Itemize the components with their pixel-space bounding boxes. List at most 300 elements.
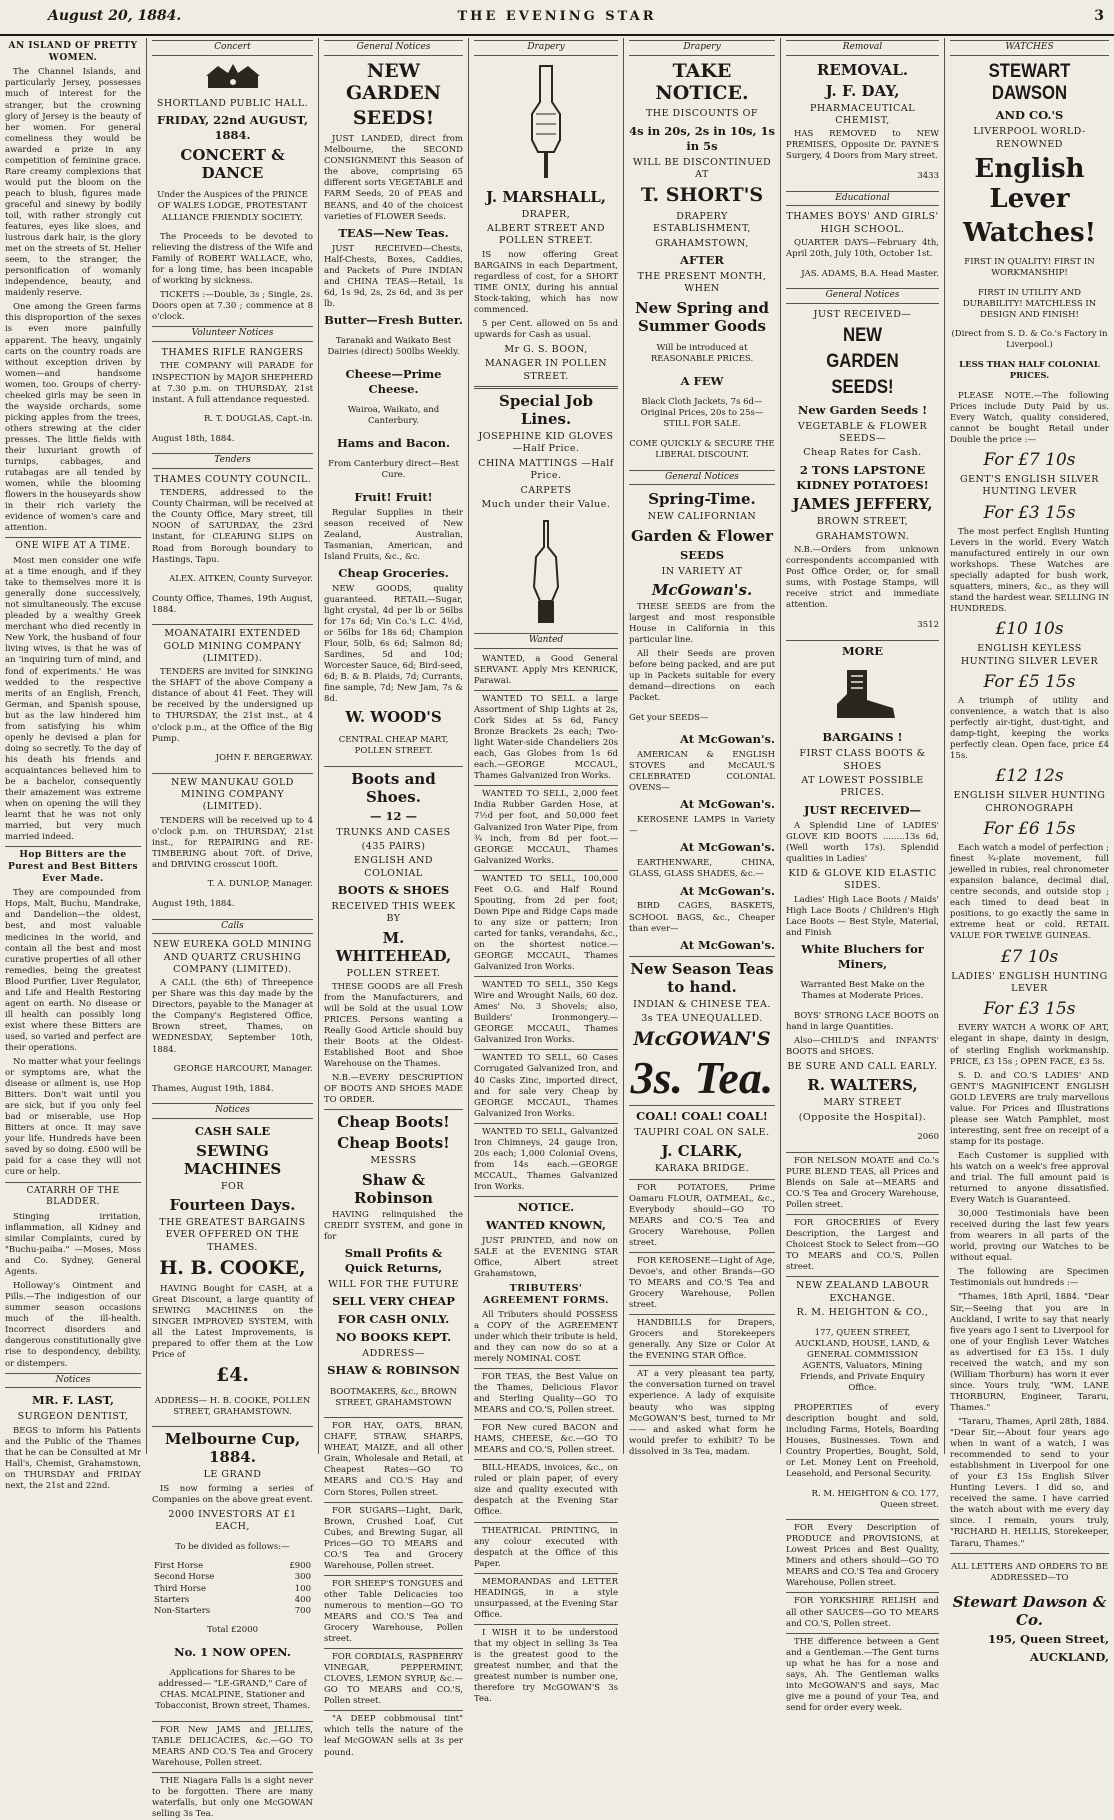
boots-line: (435 PAIRS) xyxy=(361,840,426,852)
divider xyxy=(474,1196,618,1197)
boots-text: THESE GOODS are all Fresh from the Manufacturers, and will be Sold at the usual LOW PRICES. Persons wanting a Really Good Article should buy their Boots at the Oldest-Established Boot and Shoe Warehouse on the Thames. xyxy=(324,981,463,1070)
divider xyxy=(474,976,618,977)
short-line: WILL BE DISCONTINUED AT xyxy=(632,156,772,180)
testimonial: "Tararu, Thames, April 28th, 1884. "Dear Sir,—About four years ago when in want of a watch, I was recommended to send to your establishment in Liverpool for one of your £3 15s English Silver Hunting Levers. I did so, and received the same. I have carried the watch about with me every day since. I remain, yours truly, "RICHARD H. HELLIS, Storekeeper, Tararu, Thames." xyxy=(950,1417,1109,1549)
mears-advert: FOR YORKSHIRE RELISH and all other SAUCES—GO TO MEARS and CO.'S, Pollen street. xyxy=(786,1596,939,1629)
divider xyxy=(786,1276,939,1277)
story-text: Most men consider one wife at a time enough, and if they take to themselves more it is generally done successively, not simultaneously. The excuse pleaded by a wealthy Greek merchant who died recently in New York, the husband of four living wives, is that he was of an 'inquiring turn of mind, and fond of experiments.' He was wedded to the respective merits of an English, French, German, and Spanish spouse, but as the law hindered him from satisfying his whim openly he devised a plan for doing so secretly. To the day of his death his friends and acquaintances believed him to be a bachelor, consequently their amazement was extreme when on opening the will they learnt that he was not only married, but very much married indeed. xyxy=(5,556,141,843)
spring-time-heading: Spring-Time. xyxy=(648,490,756,509)
mcgowan-blurb: THE Niagara Falls is a sight never to be forgotten. There are many waterfalls, but only one McGOWAN selling 3s Tea. xyxy=(152,1776,313,1820)
printing-advert: BILL-HEADS, invoices, &c., on ruled or plain paper, of every size and quality executed with despatch at the Evening Star Office. xyxy=(474,1463,618,1518)
watch-price: For £7 10s xyxy=(983,449,1076,470)
shaw-line: WILL FOR THE FUTURE xyxy=(328,1278,459,1290)
walters-line: White Bluchers for Miners, xyxy=(801,941,924,971)
newspaper-title: THE EVENING STAR xyxy=(457,9,657,24)
cup-divided: To be divided as follows:— xyxy=(175,1541,290,1552)
advertiser-role: DRAPER, xyxy=(521,208,571,220)
mears-advert: FOR SHEEP'S TONGUES and other Table Delicacies too numerous to mention—GO TO MEARS and CO.'S Tea and Grocery Warehouse, Pollen street. xyxy=(324,1578,463,1645)
mears-advert: FOR Every Description of PRODUCE and PROVISIONS, at Lowest Prices and Best Quality, Miners and others should—GO TO MEARS and CO.'S Tea and Grocery Warehouse, Pollen street. xyxy=(786,1523,939,1589)
mcgowan-blurb: AT a very pleasant tea party, the conversation turned on travel experience. A lady of exquisite beauty who was sipping McGOWAN'S best, turned to Mr —— and asked what form he would prefer to exhibit? To be dissolved in 3s Tea, madam. xyxy=(629,1369,775,1457)
seeds-text: THESE SEEDS are from the largest and most responsible House in California in this particular line. xyxy=(629,601,775,645)
wanted-advert: WANTED TO SELL, 60 Cases Corrugated Galvanized Iron, and 40 Casks Zinc, imported direct, and for sale very Cheap by GEORGE MCCAUL, Thames Galvanized Iron Works. xyxy=(474,1053,618,1119)
jeffery-line: VEGETABLE & FLOWER SEEDS— xyxy=(797,420,928,444)
at-mcgowans: At McGowan's. xyxy=(680,937,775,952)
notice-sign: ALEX. AITKEN, County Surveyor. xyxy=(169,574,313,585)
notice-date: August 18th, 1884. xyxy=(152,433,235,444)
mears-advert: FOR CORDIALS, RASPBERRY VINEGAR, PEPPERMINT, CLOVES, LEMON SYRUP, &c.—GO TO MEARS and CO.'S, Pollen street. xyxy=(324,1652,463,1707)
watch-price: £12 12s xyxy=(995,766,1064,787)
notice-text: TENDERS will be received up to 4 o'clock p.m. on THURSDAY, 21st inst., for REPAIRING and RE-TIMBERING about 70ft. of Drive, and DRIVING crosscut 100ft. xyxy=(152,815,313,870)
cheese-text: Wairoa, Waikato, and Canterbury. xyxy=(347,405,440,427)
divider xyxy=(786,1152,939,1153)
concert-auspices: Under the Auspices of the PRINCE OF WALES LODGE, PROTESTANT ALLIANCE FRIENDLY SOCIETY. xyxy=(157,190,308,223)
notice-title: THAMES COUNTY COUNCIL. xyxy=(153,473,312,485)
butter-heading: Butter—Fresh Butter. xyxy=(324,312,463,327)
advertiser-name: J. MARSHALL, xyxy=(485,187,607,206)
wanted-advert: WANTED TO SELL, 350 Kegs Wire and Wrought Nails, 60 doz. Ames' No. 3 Shovels; also, Builders' Ironmongery.—GEORGE MCCAUL, Thames Galvanized Iron Works. xyxy=(474,980,618,1046)
notice-title: NEW MANUKAU GOLD MINING COMPANY (LIMITED). xyxy=(171,776,294,813)
masthead xyxy=(0,0,1114,36)
shaw-line: ADDRESS— xyxy=(362,1347,425,1359)
section-label: Volunteer Notices xyxy=(152,326,313,342)
notice-sign: T. A. DUNLOP, Manager. xyxy=(207,879,313,890)
seeds-line: SEEDS xyxy=(679,547,725,562)
advertiser-address: CENTRAL CHEAP MART, POLLEN STREET. xyxy=(338,734,449,757)
watch-text: Each Customer is supplied with his watch on a week's free approval and trial. The full amount paid is returned to anyone dissatisfied. Every Watch is Guaranteed. xyxy=(950,1150,1109,1206)
divider xyxy=(152,1426,313,1427)
notice-text: THE COMPANY will PARADE for INSPECTION by MAJOR SHEPHERD at 7.30 p.m. on THURSDAY, 21st instant. A full attendance requested. xyxy=(152,361,313,405)
watch-text: The most perfect English Hunting Levers in the world. Every Watch manufactured entirely in our own workshops. These Watches are specially adapted for bush work, squatters, miners, &c., as they will stand the hardest wear. SELLING IN HUNDREDS. xyxy=(950,526,1109,615)
mcgowan-blurb: I WISH it to be understood that my object in selling 3s Tea is the greatest good to the greatest number, and that the greatest number is number one, therefore try McGOWAN'S 3s Tea. xyxy=(474,1627,618,1705)
jeffery-line: Cheap Rates for Cash. xyxy=(803,447,922,459)
mears-advert: FOR POTATOES, Prime Oamaru FLOUR, OATMEAL, &c., Everybody should—GO TO MEARS and CO.'S Tea and Grocery Warehouse, Pollen street. xyxy=(629,1182,775,1248)
labour-sign: R. M. HEIGHTON & CO. 177, Queen street. xyxy=(811,1488,939,1510)
divider xyxy=(474,870,618,871)
notice-date: August 19th, 1884. xyxy=(152,898,235,909)
short-line: A FEW xyxy=(680,373,724,388)
mears-advert: FOR KEROSENE—Light of Age, Devoe's, and other Brands—GO TO MEARS and CO.'S Tea and Grocery Warehouse, Pollen street. xyxy=(629,1255,775,1311)
story-text: Stinging irritation, inflammation, all Kidney and similar Complaints, cured by "Buchu-paiba." —Moses, Moss and Co. Sydney, General Agents. xyxy=(5,1211,141,1278)
notice-date: Thames, August 19th, 1884. xyxy=(152,1083,274,1094)
jeffery-line: GRAHAMSTOWN. xyxy=(815,530,910,542)
advertiser-name: T. SHORT'S xyxy=(640,184,764,207)
advertiser-name: Shaw & Robinson xyxy=(354,1170,433,1207)
hams-heading: Hams and Bacon. xyxy=(336,435,451,450)
divider xyxy=(950,1553,1109,1554)
advertiser-name: H. B. COOKE, xyxy=(159,1257,306,1280)
watch-line: ALL LETTERS AND ORDERS TO BE ADDRESSED—TO xyxy=(951,1562,1108,1584)
wanted-advert: WANTED TO SELL a large Assortment of Ship Lights at 2s, Cork Sides at 5s 6d, Fancy Bronze Brackets 2s each; Two-light Water-side Chandeliers 20s each, Gas Globes from 1s 6d each.—GEORGE MCCAUL, Thames Galvanized Iron Works. xyxy=(474,694,618,782)
divider xyxy=(474,1459,618,1460)
wanted-advert: WANTED TO SELL, 100,000 Feet O.G. and Half Round Spouting, from 2d per foot; Down Pipe and Ridge Caps made to any size or pattern; Iron carted for tanks, verandahs, &c., on the shortest notice.—GEORGE MCCAUL, Thames Galvanized Iron Works. xyxy=(474,873,618,973)
short-line: Will be introduced at REASONABLE PRICES. xyxy=(650,343,754,365)
sale-price: £4. xyxy=(215,1364,250,1387)
advert-number: 3433 xyxy=(917,171,939,182)
page-number: 3 xyxy=(1094,8,1104,24)
notice-text: JUST PRINTED, and now on SALE at the EVENING STAR Office, Albert street Grahamstown, xyxy=(474,1235,618,1279)
story-heading: AN ISLAND OF PRETTY WOMEN. xyxy=(8,41,138,63)
divider xyxy=(324,1710,463,1711)
divider xyxy=(629,1252,775,1253)
watches-heading: Watches! xyxy=(962,217,1097,248)
concert-date: FRIDAY, 22nd AUGUST, 1884. xyxy=(157,113,308,142)
divider xyxy=(152,773,313,774)
divider xyxy=(324,1417,463,1418)
seeds-line: NEW CALIFORNIAN xyxy=(647,511,757,523)
special-item: CHINA MATTINGS —Half Price. xyxy=(478,457,614,482)
advert-title: SURGEON DENTIST, xyxy=(17,1411,129,1423)
section-label: Wanted xyxy=(474,633,618,649)
jeffery-line: New Garden Seeds ! xyxy=(797,402,928,417)
divider xyxy=(324,1648,463,1649)
fruit-heading: Fruit! Fruit! xyxy=(354,489,433,504)
walters-line: FIRST CLASS BOOTS & SHOES xyxy=(799,748,926,772)
notice-forms: TRIBUTERS' AGREEMENT FORMS. xyxy=(483,1283,609,1307)
column-6 xyxy=(781,38,945,1713)
special-item: JOSEPHINE KID GLOVES —Half Price. xyxy=(478,431,614,455)
watch-model: ENGLISH KEYLESS HUNTING SILVER LEVER xyxy=(960,643,1099,667)
notice-title: NEW EUREKA GOLD MINING AND QUARTZ CRUSHING COMPANY (LIMITED). xyxy=(153,939,312,975)
cup-open: No. 1 NOW OPEN. xyxy=(174,1644,291,1659)
watch-price: For £5 15s xyxy=(983,671,1076,692)
watch-text: EVERY WATCH A WORK OF ART, elegant in shape, dainty in design, of sterling English workmanship. PRICE, £3 15s ; OPEN FACE, £3 5s. xyxy=(950,1023,1109,1067)
story-text: No matter what your feelings or symptoms are, what the disease or ailment is, use Hop Bitters. Don't wait until you are sick, but if you only feel bad or miserable, use Hop Bitters at once. It may save your life. Hundreds have been saved by so doing. £500 will be paid for a case they will not cure or help. xyxy=(5,1057,141,1178)
watch-address: AUCKLAND, xyxy=(1029,1649,1109,1664)
walters-line: (Opposite the Hospital). xyxy=(798,1111,927,1123)
watch-text: 30,000 Testimonials have been received during the last few years from wearers in all parts of the world, proving our Watches to be without equal. xyxy=(950,1209,1109,1264)
short-line: DRAPERY ESTABLISHMENT, xyxy=(653,211,751,235)
notice-text: TENDERS are invited for SINKING the SHAFT of the above Company a distance of about 41 Feet. They will be received by the undersigned up to THURSDAY, the 21st inst., at 4 o'clock p.m., at the Office of the Big Pump. xyxy=(152,667,313,744)
column-5 xyxy=(624,38,781,1457)
watch-text: Each watch a model of perfection ; finest ¾-plate movement, full jewelled in rubies, real chronometer expansion balance, decimal dial, centre seconds, and outside stop ; each timed to dead beat in positions, to go exactly the same in extreme heat or cold. RETAIL VALUE FOR TWELVE GUINEAS. xyxy=(950,843,1109,942)
mears-advert: FOR GROCERIES of Every Description, the Largest and Choicest Stock to Select from—GO TO MEARS and CO.'S, Pollen street. xyxy=(786,1218,939,1273)
section-label: Drapery xyxy=(474,40,618,56)
watch-line: (Direct from S. D. & Co.'s Factory in Liverpool.) xyxy=(951,329,1108,351)
cup-applications: Applications for Shares to be addressed— "LE-GRAND," Care of CHAS. MCALPINE, Stationer and Tobacconist, Brown street, Thames. xyxy=(155,1668,310,1712)
boots-line: RECEIVED THIS WEEK BY xyxy=(331,900,456,925)
walters-line: BE SURE AND CALL EARLY. xyxy=(787,1060,938,1072)
divider xyxy=(152,624,313,625)
advert-number: 2060 xyxy=(917,1132,939,1143)
watch-text: The following are Specimen Testimonials out hundreds :— xyxy=(950,1267,1109,1289)
walters-text: A Splendid Line of LADIES' GLOVE KID BOOTS ........13s 6d, (Well worth 17s). Splendid qualities in Ladies' xyxy=(786,820,939,864)
walters-line: MORE xyxy=(841,643,884,658)
cheap-boots-heading: Cheap Boots! xyxy=(337,1113,450,1132)
concert-title: CONCERT & DANCE xyxy=(180,145,285,182)
labour-address: 177, QUEEN STREET, AUCKLAND, HOUSE, LAND, & GENERAL COMMISSION AGENTS, Valuators, Mining Friends, and Private Enquiry Office. xyxy=(795,1327,930,1394)
concert-proceeds: The Proceeds to be devoted to relieving the distress of the Wife and Family of ROBERT WALLACE, who, for a long time, has been incapable of working by sickness. xyxy=(152,232,313,287)
seeds-heading: NEW GARDEN xyxy=(345,59,442,104)
testimonial: "Thames, 18th April, 1884. "Dear Sir,—Seeing that you are in Auckland, I write to say that nearly five years ago I sent to Liverpool for one of your English Lever Watches as advertised for £3 15s. I duly received the watch, and my son (William Thorburn) has worn it ever since. Yours truly, "WM. LANE THORBURN, Engineer, Tararu, Thames." xyxy=(950,1292,1109,1413)
boot-icon xyxy=(823,664,903,724)
divider xyxy=(324,1502,463,1503)
wanted-advert: WANTED, a Good General SERVANT. Apply Mrs KENRICK, Parawai. xyxy=(474,653,618,686)
mcgowan-blurb: THE difference between a Gent and a Gentleman.—The Gent turns up what he has for a nose and says, Ah. The Gentleman walks into McGOWAN'S and says, Mac give me a pound of your Tea, and send for order every week. xyxy=(786,1636,939,1713)
boots-line: BOOTS & SHOES xyxy=(337,882,450,897)
divider xyxy=(629,956,775,957)
short-line: THE DISCOUNTS OF xyxy=(645,108,759,120)
walters-line: AT LOWEST POSSIBLE PRICES. xyxy=(801,775,924,799)
divider xyxy=(474,1049,618,1050)
hams-text: From Canterbury direct—Best Cure. xyxy=(328,459,459,481)
advertiser-role: PHARMACEUTICAL CHEMIST, xyxy=(809,102,915,127)
divider xyxy=(324,1109,463,1110)
jeffery-line: BROWN STREET, xyxy=(816,516,909,528)
seeds-line: IN VARIETY AT xyxy=(661,565,743,577)
walters-line: KID & GLOVE KID ELASTIC SIDES. xyxy=(788,867,937,892)
divider xyxy=(474,785,618,786)
notice-sign: GEORGE HARCOURT, Manager. xyxy=(173,1064,313,1075)
section-label: Calls xyxy=(152,919,313,935)
table-cell: 100 xyxy=(294,1583,311,1594)
special-item: CARPETS xyxy=(520,484,572,496)
teas-line: 3s TEA UNEQUALLED. xyxy=(641,1012,763,1024)
divider xyxy=(629,1365,775,1366)
table-cell: Second Horse xyxy=(154,1572,215,1583)
watch-text: S. D. and CO.'S LADIES' AND GENT'S MAGNIFICENT ENGLISH GOLD LEVERS are truly marvellous value. For Prices and Illustrations please see Watch Pamphlet, most interesting, sent free on receipt of a stamp for its postage. xyxy=(950,1070,1109,1147)
watch-price: £7 10s xyxy=(1000,946,1059,967)
fruit-text: Regular Supplies in their season received of New Zealand, Australian, Tasmanian, American, and Island Fruits, &c., &c. xyxy=(324,507,463,562)
section-label: Tenders xyxy=(152,453,313,469)
story-text: They are compounded from Hops, Malt, Buchu, Mandrake, and Dandelion—the oldest, best, and most valuable medicines in the world, and contain all the best and most curative properties of all other remedies, being the greatest Blood Purifier, Liver Regulator, and Life and Health Restoring agent on earth. No disease or ill health can possibly long exist where these Bitters are used, so varied and perfect are their operations. xyxy=(5,888,141,1053)
sale-line: CASH SALE xyxy=(194,1123,271,1138)
divider xyxy=(786,1214,939,1215)
take-notice-heading: TAKE NOTICE. xyxy=(655,59,749,104)
divider xyxy=(152,1721,313,1722)
table-cell: First Horse xyxy=(154,1561,204,1572)
advertiser-name: J. F. DAY, xyxy=(825,81,900,100)
sale-line: FOR xyxy=(220,1180,245,1192)
divider xyxy=(786,640,939,641)
table-cell: 300 xyxy=(294,1572,311,1583)
advertiser-address: ALBERT STREET AND POLLEN STREET. xyxy=(487,223,605,247)
divider xyxy=(786,1633,939,1634)
mears-advert: FOR New JAMS and JELLIES, TABLE DELICACIES, &c.—GO TO MEARS AND CO.'S Tea and Grocery Warehouse, Pollen street. xyxy=(152,1724,313,1768)
table-row xyxy=(152,1561,313,1572)
divider xyxy=(629,1179,775,1180)
school-head: JAS. ADAMS, B.A. Head Master. xyxy=(801,268,939,279)
column-2 xyxy=(147,38,319,1820)
teas-heading: TEAS—New Teas. xyxy=(338,225,449,240)
table-cell: 400 xyxy=(294,1594,311,1605)
advert-name: MR. F. LAST, xyxy=(32,1393,114,1408)
advertiser-name: W. WOOD'S xyxy=(345,708,442,727)
story-heading: ONE WIFE AT A TIME. xyxy=(15,541,131,552)
divider xyxy=(474,1368,618,1369)
column-3 xyxy=(319,38,469,1758)
divider xyxy=(324,1575,463,1576)
notice-sign: R. T. DOUGLAS, Capt.-in. xyxy=(204,414,313,425)
walters-line: MARY STREET xyxy=(823,1097,902,1109)
coal-heading: COAL! COAL! COAL! xyxy=(636,1109,768,1124)
section-label: General Notices xyxy=(786,288,939,304)
teas-text: JUST RECEIVED—Chests, Half-Chests, Boxes, Caddies, and Packets of Pure INDIAN and CHINA TEAS—Retail, 1s 6d, 1s 9d, 2s, 2s 6d, and 3s per lb. xyxy=(324,243,463,309)
watch-line: LESS THAN HALF COLONIAL PRICES. xyxy=(959,360,1100,382)
mcgowan-item: KEROSENE LAMPS in Variety— xyxy=(629,815,775,837)
teas-line: INDIAN & CHINESE TEA. xyxy=(633,998,771,1010)
sale-line: SEWING MACHINES xyxy=(183,1141,282,1178)
cup-table xyxy=(152,1561,313,1616)
advert-number: 3512 xyxy=(917,619,939,630)
pointing-hand-icon xyxy=(524,62,568,182)
table-cell: 700 xyxy=(294,1605,311,1616)
section-label: Drapery xyxy=(629,40,775,56)
jackets-text: Black Cloth Jackets, 7s 6d— Original Prices, 20s to 25s— STILL FOR SALE. xyxy=(640,397,764,430)
at-mcgowans: At McGowan's. xyxy=(680,840,775,855)
notice-heading: NOTICE. xyxy=(517,1199,575,1214)
notice-date: County Office, Thames, 19th August, 1884. xyxy=(152,593,313,615)
cheese-heading: Cheese—Prime Cheese. xyxy=(345,366,442,396)
story-text: One among the Green farms this disproportion of the sexes is even more painfully apparent. The heavy, ungainly carts on the country roads are without exception driven by women—and handsome women, too. Groups of cherry-cheeked girls may be seen in the wayside orchards, some picking apples from the trees, others strewing at the cider presses. The little fields with their luxuriant growth of turnips, cabbages, and rutabagas are all tended by women, while the blooming flowers in the houseyards show in their rich variety the evidence of women's care and attention. xyxy=(5,302,141,534)
removal-text: HAS REMOVED to NEW PREMISES, Opposite Dr. PAYNE'S Surgery, 4 Doors from Mary street. xyxy=(786,129,939,162)
mcgowan-item: AMERICAN & ENGLISH STOVES and McCAUL'S CELEBRATED COLONIAL OVENS— xyxy=(629,750,775,794)
hall-name: SHORTLAND PUBLIC HALL. xyxy=(156,97,309,109)
printing-advert: HANDBILLS for Drapers, Grocers and Storekeepers generally. Any Size or Color At the EVENING STAR Office. xyxy=(629,1318,775,1362)
labour-title: NEW ZEALAND LABOUR EXCHANGE. xyxy=(796,1280,929,1304)
watch-price: £10 10s xyxy=(995,619,1064,640)
divider xyxy=(474,386,618,389)
cheap-boots-heading: Cheap Boots! xyxy=(337,1134,450,1153)
watch-price: For £3 15s xyxy=(983,502,1076,523)
sale-line: THE GREATEST BARGAINS EVER OFFERED ON THE THAMES. xyxy=(159,1217,306,1253)
advertiser-name: STEWART DAWSON xyxy=(988,60,1071,104)
story-heading: CATARRH OF THE BLADDER. xyxy=(26,1185,120,1208)
divider xyxy=(474,1419,618,1420)
issue-date: August 20, 1884. xyxy=(48,8,182,24)
shaw-line: SHAW & ROBINSON xyxy=(327,1363,460,1378)
at-mcgowans: At McGowan's. xyxy=(680,797,775,812)
watch-address: 195, Queen Street, xyxy=(987,1631,1109,1646)
boots-line: ENGLISH AND COLONIAL xyxy=(354,855,433,879)
divider xyxy=(474,1522,618,1523)
wanted-advert: WANTED TO SELL, Galvanized Iron Chimneys, 24 gauge Iron, 20s each; 1,000 Colonial Ovens, from 14s each.—GEORGE MCCAUL, Thames Galvanized Iron Works. xyxy=(474,1126,618,1192)
column-4 xyxy=(469,38,624,1705)
notice-heading: WANTED KNOWN, xyxy=(485,1217,607,1232)
section-label: Notices xyxy=(152,1103,313,1119)
jeffery-big: SEEDS! xyxy=(831,376,894,398)
mears-advert: FOR SUGARS—Light, Dark, Brown, Crushed Loaf, Cut Cubes, and Brewing Sugar, all Prices—GO TO MEARS and CO.'S Tea and Grocery Warehouse, Pollen street. xyxy=(324,1505,463,1571)
shaw-line: Small Profits & Quick Returns, xyxy=(344,1245,443,1275)
manager-name: Mr G. S. BOON, xyxy=(504,344,588,356)
seeds-heading: SEEDS! xyxy=(352,107,435,130)
section-label: Removal xyxy=(786,40,939,56)
walters-text: Ladies' High Lace Boots / Maids' High Lace Boots / Children's High Lace Boots — Best Style, Material, and Finish xyxy=(786,894,939,938)
butter-text: Taranaki and Waikato Best Dairies (direct) 500lbs Weekly. xyxy=(327,336,460,358)
seeds-text: All their Seeds are proven before being packed, and are put up in Packets suitable for every demand—directions on each Packet. xyxy=(629,649,775,704)
shaw-text: HAVING relinquished the CREDIT SYSTEM, and gone in for xyxy=(324,1209,463,1242)
jeffery-line: 2 TONS LAPSTONE KIDNEY POTATOES! xyxy=(796,462,929,492)
divider xyxy=(474,1123,618,1124)
watch-line: AND CO.'S xyxy=(995,108,1064,123)
jeffery-nb: N.B.—Orders from unknown correspondents accompanied with Post Office Order, or, for small sums, with Postage Stamps, will receive strict and immediate attention. xyxy=(786,545,939,611)
removal-heading: REMOVAL. xyxy=(816,60,909,79)
watch-line: FIRST IN UTILITY AND DURABILITY! MATCHLESS IN DESIGN AND FINISH! xyxy=(962,287,1097,320)
mcgowan-name: McGowan's. xyxy=(651,580,753,599)
english-lever-heading: English Lever xyxy=(974,154,1085,214)
wanted-advert: WANTED TO SELL, 2,000 feet India Rubber Garden Hose, at 7½d per foot, and 50,000 feet Galvanized Iron Water Pipe, from ¾ inch, from 8d per foot.—GEORGE MCCAUL, Thames Galvanized Works. xyxy=(474,789,618,866)
notice-title: THAMES RIFLE RANGERS xyxy=(161,347,304,359)
walters-line: BARGAINS ! xyxy=(822,730,903,745)
columns xyxy=(0,38,1114,1820)
watch-price: For £6 15s xyxy=(983,819,1076,840)
mears-advert: FOR HAY, OATS, BRAN, CHAFF, STRAW, SHARPS, WHEAT, MAIZE, and all other Grain, Wholesale and Retail, at Cheapest Rates—GO TO MEARS and CO.'S Hay and Corn Stores, Pollen street. xyxy=(324,1421,463,1498)
section-label: General Notices xyxy=(324,40,463,56)
divider xyxy=(786,1592,939,1593)
school-text: QUARTER DAYS—February 4th, April 20th, July 10th, October 1st. xyxy=(786,237,939,259)
watch-text: A triumph of utility and convenience, a watch that is also perfectly air-tight, dust-tight, and damp-tight, keeping the works perfectly clean. Open face, price £4 15s. xyxy=(950,695,1109,762)
divider xyxy=(324,766,463,767)
advertiser-address: POLLEN STREET. xyxy=(346,967,441,979)
advertiser-name: J. CLARK, xyxy=(661,1142,743,1161)
cup-title: Melbourne Cup, 1884. xyxy=(164,1430,301,1467)
section-label: Concert xyxy=(152,40,313,56)
notice-text: TENDERS, addressed to the County Chairman, will be received at the County Office, Mary street, till NOON of SATURDAY, the 23rd instant, for CLEARING SLIPS on Road from Borough boundary to Hastings, Tapu. xyxy=(152,488,313,565)
mears-advert: FOR TEAS, the Best Value on the Thames, Delicious Flavor and Sterling Quality—GO TO MEARS and CO.'S, Pollen street. xyxy=(474,1371,618,1416)
notice-text: A CALL (the 6th) of Threepence per Share was this day made by the Directors, payable to the Manager at the Company's Registered Office, Brown street, Thames, on WEDNESDAY, September 10th, 1884. xyxy=(152,978,313,1055)
spring-goods: New Spring and Summer Goods xyxy=(634,298,770,335)
divider xyxy=(474,1624,618,1625)
shaw-line: SELL VERY CHEAP xyxy=(332,1294,455,1309)
watch-model: GENT'S ENGLISH SILVER HUNTING LEVER xyxy=(960,473,1099,498)
watch-line: LIVERPOOL WORLD-RENOWNED xyxy=(973,126,1086,150)
advertiser-signature: Stewart Dawson & Co. xyxy=(952,1592,1107,1629)
walters-line: JUST RECEIVED— xyxy=(803,802,922,817)
cup-total: Total £2000 xyxy=(206,1625,259,1636)
jeffery-line: JUST RECEIVED— xyxy=(813,308,912,320)
boots-nb: N.B.—EVERY DESCRIPTION OF BOOTS AND SHOES MADE TO ORDER. xyxy=(324,1073,463,1106)
shaw-address: BOOTMAKERS, &c., BROWN STREET, GRAHAMSTOWN xyxy=(330,1386,457,1408)
table-cell: £900 xyxy=(289,1561,311,1572)
short-line: 4s in 20s, 2s in 10s, 1s in 5s xyxy=(629,123,775,153)
sale-address: ADDRESS— H. B. COOKE, POLLEN STREET, GRAHAMSTOWN. xyxy=(154,1395,311,1417)
table-row xyxy=(152,1595,313,1606)
boots-line: TRUNKS AND CASES xyxy=(336,826,451,838)
advertiser-name: R. WALTERS, xyxy=(807,1076,918,1095)
labour-name: R. M. HEIGHTON & CO., xyxy=(796,1307,929,1319)
watch-price: For £3 15s xyxy=(983,999,1076,1020)
mears-advert: FOR New cured BACON and HAMS, CHEESE, &c.—GO TO MEARS and CO.'S, Pollen street. xyxy=(474,1423,618,1456)
section-label: General Notices xyxy=(629,470,775,486)
walters-text: Also—CHILD'S and INFANTS' BOOTS and SHOES. xyxy=(786,1035,939,1057)
coal-line: TAUPIRI COAL ON SALE. xyxy=(634,1127,770,1138)
table-cell: Third Horse xyxy=(154,1583,207,1594)
table-cell: Starters xyxy=(154,1594,190,1605)
divider xyxy=(786,1519,939,1520)
cup-subtitle: LE GRAND xyxy=(203,1469,262,1481)
labour-text: PROPERTIES of every description bought and sold, including Farms, Hotels, Boarding Houses, Businesses. Town and Country Properties, Bought, Sold, or Let. Money Lent on Freehold, Leasehold, and Personal Security. xyxy=(786,1402,939,1480)
teas-heading: New Season Teas to hand. xyxy=(630,959,774,996)
short-line: GRAHAMSTOWN, xyxy=(655,237,749,249)
mcgowan-item: BIRD CAGES, BASKETS, SCHOOL BAGS, &c., Cheaper than ever— xyxy=(629,901,775,934)
crown-emblem-icon xyxy=(198,62,268,92)
divider xyxy=(629,1314,775,1315)
printing-advert: THEATRICAL PRINTING, in any colour executed with despatch at the Office of this Paper. xyxy=(474,1525,618,1569)
divider xyxy=(474,690,618,691)
mears-advert: FOR NELSON MOATE and Co.'s PURE BLEND TEAS, all Prices and Blends on Sale at—MEARS and CO.'S Tea and Grocery Warehouse, Pollen street. xyxy=(786,1155,939,1211)
at-mcgowans: At McGowan's. xyxy=(680,883,775,898)
cup-investors: 2000 INVESTORS AT £1 EACH, xyxy=(168,1508,297,1533)
short-line: THE PRESENT MONTH, WHEN xyxy=(637,271,767,295)
cup-text: IS now forming a series of Companies on the above great event. xyxy=(152,1483,313,1505)
mcgowan-blurb: "A DEEP cobbmousal tint" which tells the nature of the leaf McGOWAN sells at 3s per pound. xyxy=(324,1714,463,1758)
notice-sign: JOHN F. BERGERWAY. xyxy=(215,753,313,764)
notice-text: All Tributers should POSSESS a COPY of the AGREEMENT under which their tribute is held, and they can now do so at a merely NOMINAL COST. xyxy=(474,1309,618,1364)
divider xyxy=(152,1772,313,1773)
advert-text: BEGS to inform his Patients and the Public of the Thames that he can be Consulted at Mr Hall's, Chemist, Grahamstown, on THURSDAY and FRIDAY next, the 21st and 22nd. xyxy=(5,1425,141,1491)
story-text: Holloway's Ointment and Pills.—The indigestion of our summer season occasions much of the ill-health. Incorrect disorders and dangerous constitutionally give rise to despondency, debility, or distempers. xyxy=(5,1281,141,1369)
printing-advert: MEMORANDAS and LETTER HEADINGS, in a style unsurpassed, at the Evening Star Office. xyxy=(474,1576,618,1620)
boots-heading: Boots and Shoes. xyxy=(351,769,436,806)
